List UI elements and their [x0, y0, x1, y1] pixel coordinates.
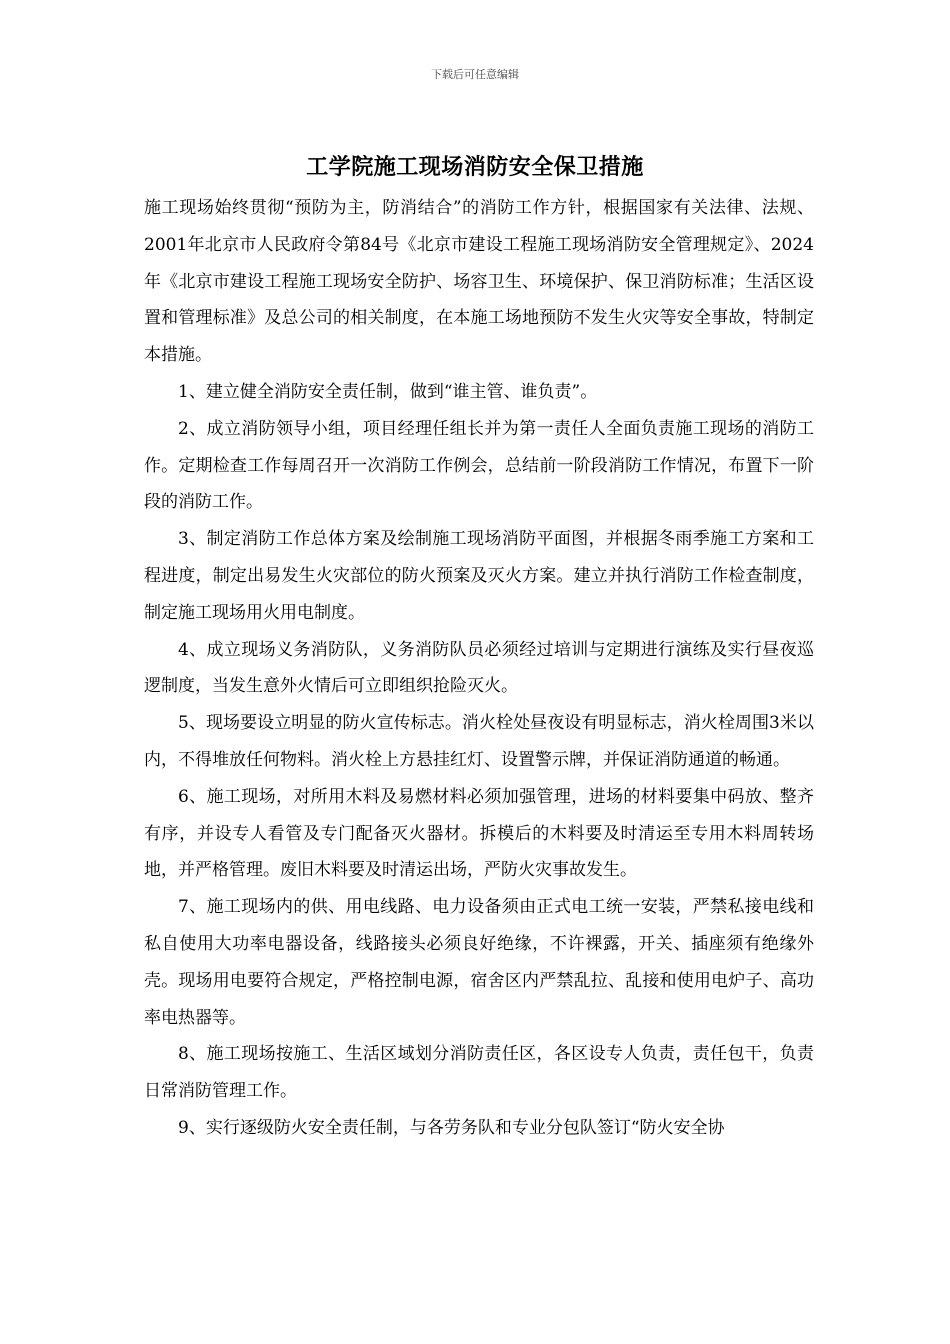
measure-item-4: 4、成立现场义务消防队，义务消防队员必须经过培训与定期进行演练及实行昼夜巡逻制度，当发生意外火情后可立即组织抢险灭火。	[144, 639, 814, 697]
measure-item-8: 8、施工现场按施工、生活区域划分消防责任区，各区设专人负责，责任包干，负责日常消防管理工作。	[144, 1044, 814, 1102]
measure-item-2: 2、成立消防领导小组，项目经理任组长并为第一责任人全面负责施工现场的消防工作。定期检查工作每周召开一次消防工作例会，总结前一阶段消防工作情况，布置下一阶段的消防工作。	[144, 418, 814, 513]
header-note: 下载后可任意编辑	[431, 68, 519, 81]
intro-paragraph: 施工现场始终贯彻“预防为主，防消结合”的消防工作方针，根据国家有关法律、法规、2001年北京市人民政府令第84号《北京市建设工程施工现场消防安全管理规定》、2024年《北京市建设工程施工现场安全防护、场容卫生、环境保护、保卫消防标准；生活区设置和管理标准》及总公司的相关制度，在本施工场地预防不发生火灾等安全事故，特制定本措施。	[144, 198, 814, 366]
measure-item-5: 5、现场要设立明显的防火宣传标志。消火栓处昼夜设有明显标志，消火栓周围3米以内，不得堆放任何物料。消火栓上方悬挂红灯、设置警示牌，并保证消防通道的畅通。	[144, 713, 814, 770]
measure-item-7: 7、施工现场内的供、用电线路、电力设备须由正式电工统一安装，严禁私接电线和私自使用大功率电器设备，线路接头必须良好绝缘，不许裸露，开关、插座须有绝缘外壳。现场用电要符合规定，严格控制电源，宿舍区内严禁乱拉、乱接和使用电炉子、高功率电热器等。	[144, 897, 814, 1028]
measure-item-1: 1、建立健全消防安全责任制，做到“谁主管、谁负责”。	[178, 381, 598, 402]
measure-item-6: 6、施工现场，对所用木料及易燃材料必须加强管理，进场的材料要集中码放、整齐有序，并设专人看管及专门配备灭火器材。拆模后的木料要及时清运至专用木料周转场地，并严格管理。废旧木料要及时清运出场，严防火灾事故发生。	[144, 786, 814, 881]
measure-item-3: 3、制定消防工作总体方案及绘制施工现场消防平面图，并根据冬雨季施工方案和工程进度，制定出易发生火灾部位的防火预案及灭火方案。建立并执行消防工作检查制度，制定施工现场用火用电制度。	[144, 529, 814, 623]
document-title: 工学院施工现场消防安全保卫措施	[306, 154, 644, 180]
measure-item-9: 9、实行逐级防火安全责任制，与各劳务队和专业分包队签订“防火安全协	[178, 1117, 725, 1138]
document-body	[144, 190, 814, 1147]
